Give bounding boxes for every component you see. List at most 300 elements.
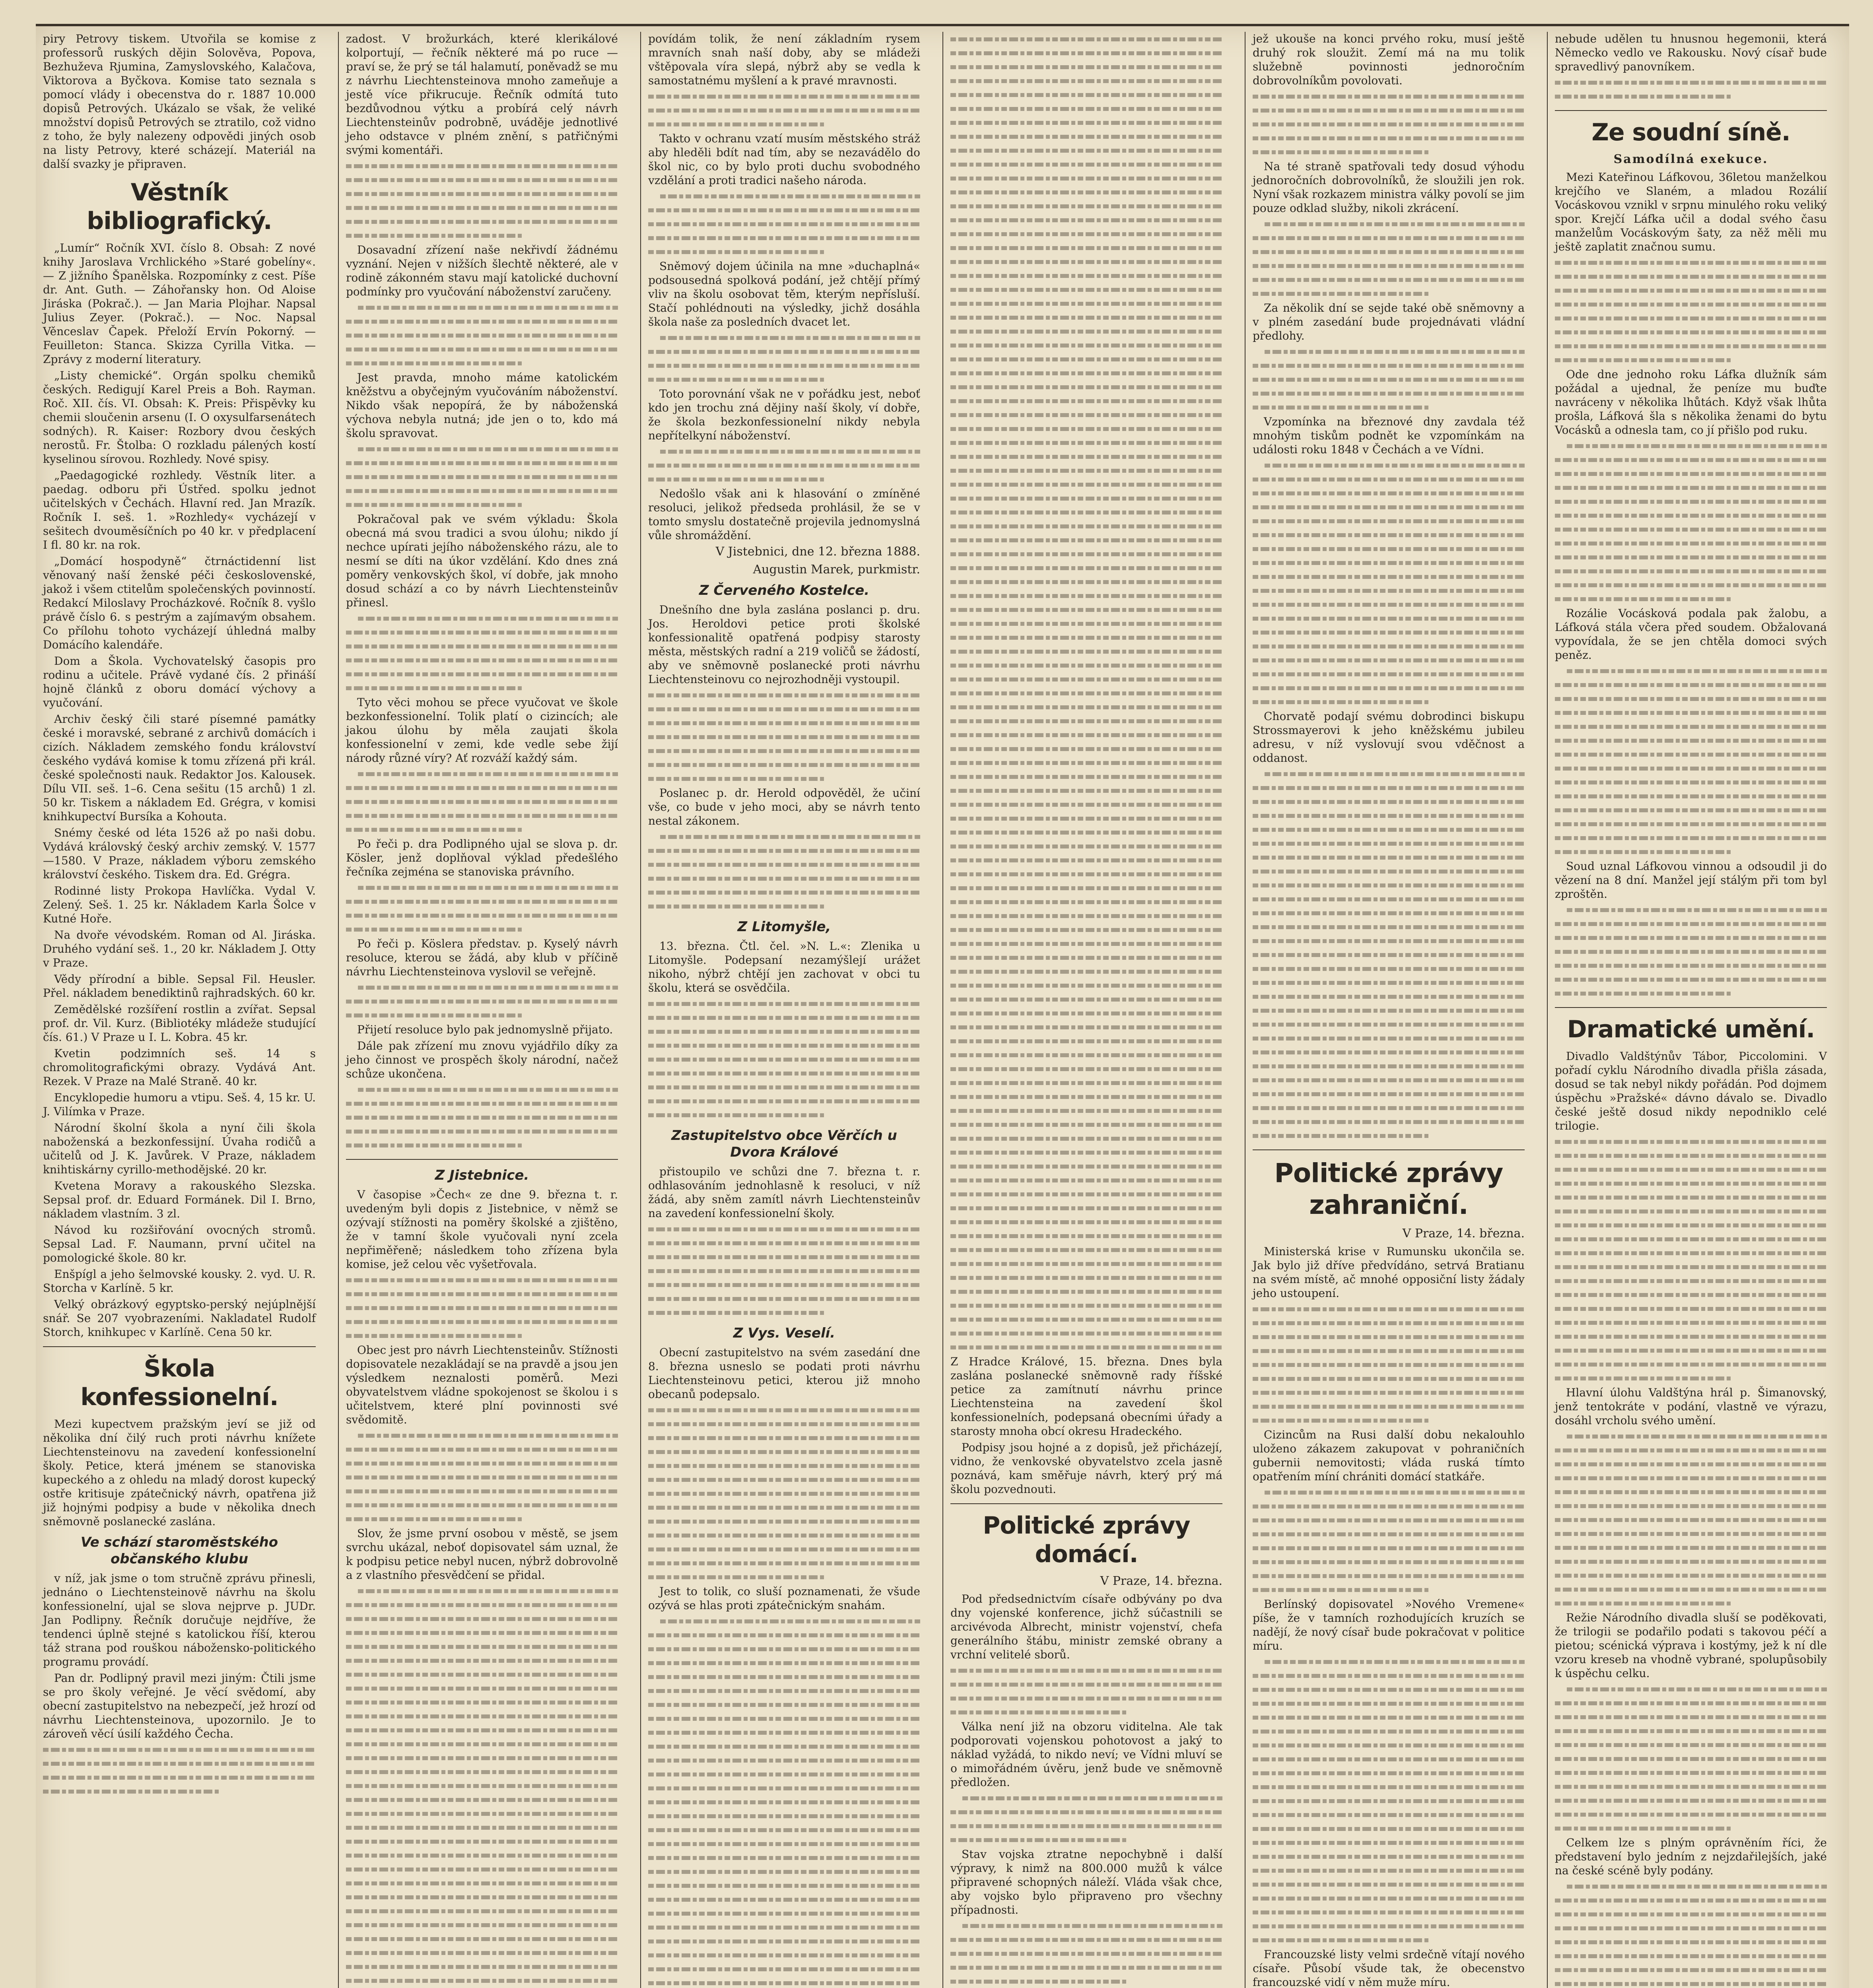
- text-line: [950, 1819, 1222, 1833]
- text-line: [346, 343, 618, 356]
- text-line: [648, 1629, 920, 1642]
- section-heading: Dramatické umění.: [1567, 1015, 1815, 1043]
- text-line: [648, 758, 920, 771]
- article-text: v níž, jak jsme o tom stručně zprávu přinesli, jednáno o Liechtensteinově návrhu na školu konfessionelní, ujal se slova nejprve p. JUDr. Jan Podlipny. Řečník doručuje nejdříve, že tendenci úplně stejné s katolickou říší, kterou táž strana pod rouškou nábožensko-politického programu provádí.: [43, 1572, 316, 1668]
- text-line: [1253, 1087, 1525, 1101]
- text-line: [1253, 1032, 1525, 1045]
- article-text: zadost. V brožurkách, které klerikálové kolportují, — řečník některé má po ruce — praví se, že prý se tál halamutí, poněvadž se mu z návrhu Liechtensteinova mnoho zameňuje a jestě více přikrucuje. Řečník odmítá tuto bezdůvodnou výtku a probírá celý návrh Liechtensteinův podrobně, uváděje jednotlivé jeho odstavce v plném znění, s patřičnými svými komentáři.: [346, 32, 618, 157]
- text-line: [346, 1315, 618, 1328]
- text-line: [950, 1961, 1222, 1974]
- text-line: [648, 830, 920, 843]
- text-line: [346, 1738, 618, 1751]
- text-line: [950, 186, 1222, 199]
- text-line: [1253, 823, 1525, 836]
- text-line: [950, 1202, 1222, 1215]
- text-line: [648, 331, 920, 344]
- top-rule: [36, 24, 1849, 26]
- text-line: [346, 809, 618, 822]
- text-line: [1253, 1753, 1525, 1766]
- divider: [346, 1159, 618, 1160]
- text-line: [346, 995, 618, 1008]
- text-line: [1555, 720, 1827, 733]
- text-line: [1555, 1274, 1827, 1287]
- text-line: [1253, 654, 1525, 667]
- text-line: [1555, 1527, 1827, 1540]
- text-line: [950, 951, 1222, 964]
- text-line: [648, 1893, 920, 1906]
- text-line: [346, 1512, 618, 1526]
- article-heading: Z Vys. Veselí.: [733, 1325, 835, 1341]
- text-line: [1253, 1344, 1525, 1357]
- text-line: [1555, 1344, 1827, 1357]
- text-line: [950, 464, 1222, 477]
- text-line: [950, 909, 1222, 922]
- divider: [1253, 1149, 1525, 1150]
- text-line: [1253, 373, 1525, 386]
- divider: [1555, 110, 1827, 111]
- text-line: [1555, 1444, 1827, 1457]
- article-text: Po řeči p. dra Podlipného ujal se slova p. dr. Kösler, jenž doplňoval výklad předešlého řečníka zejména se stanoviska právního.: [346, 837, 618, 878]
- text-line: [43, 1785, 316, 1798]
- text-line: [648, 1921, 920, 1934]
- text-line: [1555, 1233, 1827, 1246]
- article-text: Poslanec p. dr. Herold odpověděl, že učiní vše, co bude v jeho moci, aby se návrh tento nestal zákonem.: [648, 786, 920, 827]
- article-text: Dosavadní zřízení naše nekřivdí žádnému vyznání. Nejen v nižších šlechtě některé, ale v rodině zákonném stavu mají katolické duchovní podmínky pro vyučování náboženství zaručeny.: [346, 243, 618, 298]
- text-line: [1253, 1528, 1525, 1541]
- text-line: [1555, 776, 1827, 789]
- text-line: [648, 1571, 920, 1584]
- text-line: [346, 229, 618, 242]
- text-line: [346, 1457, 618, 1470]
- text-line: [1253, 1386, 1525, 1399]
- article-text: Celkem lze s plným oprávněním říci, že představení bylo jedním z nejzdařilejších, jaké na české scéně byly podány.: [1555, 1836, 1827, 1877]
- section-heading: Škola konfessionelní.: [80, 1355, 278, 1411]
- text-line: [950, 854, 1222, 867]
- text-line: [950, 575, 1222, 588]
- text-line: [950, 172, 1222, 185]
- text-line: [1555, 917, 1827, 930]
- text-line: [648, 345, 920, 358]
- article-text: „Listy chemické“. Orgán spolku chemiků českých. Redigují Karel Preis a Boh. Rayman. Roč. XII. čís. VI. Obsah: K. Preis: Přispěvky ku chemii sloučenin arsenu (I. O oxysulfarsenátech sodných). R. Kaiser: Rozbory dvou českých nerostů. Fr. Štolba: O rozkladu pálených kostí kyselinou sírovou. Rozhledy. Nové spisy.: [43, 369, 316, 466]
- text-line: [346, 981, 618, 994]
- text-line: [346, 1905, 618, 1918]
- text-line: [346, 1696, 618, 1709]
- article-text: Po řeči p. Köslera představ. p. Kyselý návrh resoluce, kterou se žádá, aby klub v příčině návrhu Liechtensteinova vyslovil se veřejně.: [346, 937, 618, 978]
- text-line: [1253, 1060, 1525, 1073]
- text-line: [648, 1976, 920, 1988]
- text-line: [1253, 1850, 1525, 1863]
- text-line: [1253, 934, 1525, 947]
- section-heading: Politické zprávy zahraniční.: [1274, 1158, 1503, 1220]
- text-line: [950, 394, 1222, 408]
- text-line: [1555, 706, 1827, 719]
- text-line: [1555, 551, 1827, 564]
- text-line: [648, 217, 920, 231]
- text-line: [1253, 146, 1525, 159]
- article-text: Stav vojska ztratne nepochybně i další výpravy, k nimž na 800.000 mužů k válce připravené schopných náleží. Vláda však chce, aby vojsko bylo připraveno pro všechny případnosti.: [950, 1848, 1222, 1916]
- text-line: [1253, 501, 1525, 514]
- text-line: [950, 381, 1222, 394]
- text-line: [1253, 962, 1525, 975]
- text-line: [1555, 1541, 1827, 1554]
- text-line: [1253, 90, 1525, 103]
- article-text: Slov, že jsme první osobou v městě, se jsem svrchu ukázal, neboť dopisovatel sám uznal, že k podpisu petice nebyl nucen, nýbrž dobrovolně a z vlastního přesvědčení se přidal.: [346, 1527, 618, 1582]
- article-text: Francouzské listy velmi srdečně vítají nového císaře. Působí všude tak, že obecenstvo francouzské vidí v něm muže míru.: [1253, 1948, 1525, 1988]
- article-text: Mezi Kateřinou Láfkovou, 36letou manželkou krejčího ve Slaném, a mladou Rozálií Vocáskovou vznikl v srpnu minulého roku veliký spor. Krejčí Láfka učil a dodal svého času manželům Vocáskovým šaty, za něž měli mu ještě zaplatit značnou sumu.: [1555, 171, 1827, 253]
- text-line: [1253, 893, 1525, 906]
- text-line: [648, 1306, 920, 1319]
- text-line: [1253, 1725, 1525, 1738]
- text-line: [950, 826, 1222, 839]
- text-line: [648, 716, 920, 730]
- text-line: [1253, 976, 1525, 989]
- text-line: [648, 373, 920, 386]
- text-line: [950, 1188, 1222, 1201]
- text-line: [1555, 1710, 1827, 1724]
- text-line: [648, 204, 920, 217]
- text-line: [1253, 640, 1525, 653]
- text-line: [1253, 879, 1525, 892]
- text-line: [950, 520, 1222, 533]
- signature: Augustin Marek, purkmistr.: [753, 563, 920, 577]
- text-line: [1555, 1246, 1827, 1260]
- text-line: [950, 756, 1222, 769]
- text-line: [1555, 467, 1827, 480]
- dateline: V Praze, 14. března.: [1100, 1574, 1222, 1588]
- text-line: [648, 1684, 920, 1697]
- text-line: [1253, 626, 1525, 639]
- text-line: [1253, 1555, 1525, 1569]
- text-line: [346, 1329, 618, 1342]
- text-line: [346, 668, 618, 681]
- article-text: povídám tolik, že není základním rysem mravních snah naší doby, aby se mládeži vštěpovala víra slepá, nýbrž aby se vedla k samostatnému myšlení a k pravé mravnosti.: [648, 32, 920, 87]
- text-line: [1555, 1894, 1827, 1907]
- text-line: [950, 60, 1222, 74]
- text-line: [950, 1664, 1222, 1677]
- text-line: [1555, 1302, 1827, 1315]
- text-line: [1253, 1669, 1525, 1682]
- text-line: [648, 1782, 920, 1795]
- text-line: [950, 74, 1222, 87]
- text-line: [346, 1974, 618, 1987]
- text-line: [950, 1104, 1222, 1117]
- text-line: [1555, 845, 1827, 858]
- text-line: [950, 561, 1222, 575]
- text-line: [950, 645, 1222, 658]
- text-line: [950, 116, 1222, 129]
- text-line: [1253, 1780, 1525, 1794]
- text-line: [1253, 1303, 1525, 1316]
- text-line: [648, 1726, 920, 1739]
- text-line: [1253, 837, 1525, 850]
- article-text: Jest pravda, mnoho máme katolickém kněžstvu a obyčejným vyučováním náboženství. Nikdo však nepopírá, že by náboženská výchova nebyla nutná; jde jen o to, kdo má školu spravovat.: [346, 371, 618, 440]
- text-line: [1253, 1739, 1525, 1752]
- article-heading: Z Červeného Kostelce.: [699, 582, 870, 598]
- text-line: [950, 1692, 1222, 1705]
- text-line: [648, 1095, 920, 1108]
- text-line: [648, 1740, 920, 1753]
- text-line: [950, 770, 1222, 783]
- text-line: [1253, 668, 1525, 681]
- text-line: [346, 456, 618, 470]
- article-text: Za několik dní se sejde také obě sněmovny a v plném zasedání bude projednávati vládní předlohy.: [1253, 301, 1525, 342]
- text-line: [648, 1823, 920, 1837]
- article-text: Pan dr. Podlipný pravil mezi jiným: Čtili jsme se pro školy veřejné. Je věcí svědomí, aby obecní zastupitelstvo na nebezpečí, jež hrozí od návrhu Liechtensteinova, upozornilo. Je to zároveň věcí úsilí každého Čecha.: [43, 1672, 316, 1740]
- text-line: [346, 1654, 618, 1667]
- text-line: [950, 408, 1222, 421]
- text-line: [1555, 1936, 1827, 1949]
- article-text: Vědy přírodní a bible. Sepsal Fil. Heusler. Přel. nákladem benediktinů rajhradských. 60 kr.: [43, 973, 316, 1000]
- text-line: [950, 1076, 1222, 1089]
- text-line: [1253, 695, 1525, 709]
- text-line: [648, 744, 920, 757]
- text-line: [648, 1698, 920, 1711]
- section-heading: Politické zprávy domácí.: [983, 1512, 1190, 1568]
- text-line: [346, 1682, 618, 1695]
- text-line: [1253, 1569, 1525, 1582]
- text-line: [346, 795, 618, 808]
- text-line: [346, 923, 618, 936]
- text-line: [648, 900, 920, 913]
- text-line: [1555, 523, 1827, 536]
- article-text: „Lumír“ Ročník XVI. číslo 8. Obsah: Z nové knihy Jaroslava Vrchlického »Staré gobelíny«. — Z jižního Španělska. Rozpomínky z cest. Píše dr. Ant. Guth. — Záhořansky hon. Od Aloise Jiráska (Pokrač.). — Jan Maria Plojhar. Napsal Julius Zeyer. (Pokrač.). — Noc. Napsal Věnceslav Čapek. Přeloží Ervín Pokorný. — Feuilleton: Stanca. Skizza Cyrilla Vitka. — Zprávy z moderní literatury.: [43, 241, 316, 366]
- text-line: [346, 1429, 618, 1442]
- text-line: [1555, 76, 1827, 89]
- text-line: [648, 1025, 920, 1038]
- text-line: [950, 1706, 1222, 1719]
- text-line: [346, 1471, 618, 1484]
- text-line: [950, 840, 1222, 853]
- text-line: [950, 1271, 1222, 1284]
- text-line: [1253, 217, 1525, 231]
- text-line: [648, 1642, 920, 1656]
- text-line: [1253, 1906, 1525, 1919]
- text-line: [648, 1278, 920, 1291]
- dateline: V Praze, 14. března.: [1402, 1227, 1525, 1241]
- text-line: [1253, 1711, 1525, 1724]
- text-line: [1253, 1316, 1525, 1330]
- text-line: [1253, 990, 1525, 1003]
- article-text: Divadlo Valdštýnův Tábor, Piccolomini. V pořadí cyklu Národního divadla přišla zásada, dosud se tak nebyl nikdy pořádán. Pod dojmem úspěchu »Pražské« dávno dávalo se. Divadlo české ještě dosud nikdy nepodniklo celé trilogie.: [1555, 1050, 1827, 1132]
- text-line: [950, 673, 1222, 686]
- text-line: [1253, 273, 1525, 286]
- text-line: [346, 187, 618, 200]
- text-line: [1555, 312, 1827, 325]
- text-line: [950, 965, 1222, 978]
- text-line: [648, 1223, 920, 1236]
- text-line: [1555, 1794, 1827, 1807]
- text-line: [950, 1933, 1222, 1946]
- text-line: [1555, 592, 1827, 606]
- column-3: [640, 32, 927, 1988]
- text-line: [950, 1090, 1222, 1103]
- article-text: Národní školní škola a nyní čili škola naboženská a bezkonfessijní. Úvaha rodičů a učitelů od J. K. Javůrek. V Praze, nákladem knihtiskárny cyrillo-methodějské. 20 kr.: [43, 1121, 316, 1176]
- text-line: [648, 1264, 920, 1277]
- article-text: Kvetin podzimních seš. 14 s chromolitografickými obrazy. Vydává Ant. Rezek. V Praze na Malé Straně. 40 kr.: [43, 1047, 316, 1088]
- text-line: [1555, 1472, 1827, 1485]
- article-text: Nedošlo však ani k hlasování o zmíněné resoluci, jelikož předseda prohlásil, že se v tomto smyslu dostatečně projevila jednomyslná vůle shromáždění.: [648, 487, 920, 542]
- text-line: [950, 1215, 1222, 1229]
- text-line: [648, 104, 920, 117]
- text-line: [346, 1765, 618, 1778]
- text-line: [1555, 353, 1827, 367]
- text-line: [648, 473, 920, 486]
- article-heading: Z Litomyšle,: [737, 919, 831, 935]
- text-line: [1253, 681, 1525, 695]
- text-line: [1555, 817, 1827, 831]
- text-line: [1555, 1330, 1827, 1343]
- text-line: [346, 1274, 618, 1287]
- text-line: [1253, 1101, 1525, 1114]
- text-line: [648, 1459, 920, 1472]
- text-line: [648, 1656, 920, 1670]
- article-text: Mezi kupectvem pražským jeví se již od několika dní čilý ruch proti návrhu knížete Liechtensteinovu na zavedení konfessionelní školy. Petice, která jménem se stanoviska kupeckého a z ohledu na mladý dorost kupecký ostře kritisuje zpátečnický návrh, opatřena již již hojnými podpisy a bude v několika dnech sněmovně poslanecké zaslána.: [43, 1417, 316, 1528]
- text-line: [1555, 1963, 1827, 1976]
- text-line: [1555, 748, 1827, 761]
- text-line: [1253, 118, 1525, 131]
- text-line: [950, 1285, 1222, 1298]
- text-line: [1253, 1878, 1525, 1891]
- text-line: [1253, 851, 1525, 864]
- text-line: [1555, 326, 1827, 339]
- text-line: [346, 1779, 618, 1792]
- text-line: [1253, 1892, 1525, 1905]
- text-line: [1253, 1004, 1525, 1017]
- text-line: [1253, 104, 1525, 117]
- article-text: jež ukouše na konci prvého roku, musí ještě druhý rok sloužit. Zemí má na mu tolik služebně povinnosti jednoročním dobrovolníkům povolovati.: [1253, 32, 1525, 87]
- text-line: [1555, 1908, 1827, 1921]
- text-line: [950, 311, 1222, 324]
- text-line: [346, 823, 618, 836]
- text-line: [950, 1257, 1222, 1270]
- text-line: [346, 895, 618, 908]
- text-line: [950, 1313, 1222, 1326]
- text-line: [346, 654, 618, 667]
- section-heading: Ze soudní síně.: [1591, 118, 1790, 146]
- article-text: Pokračoval pak ve svém výkladu: Škola obecná má svou tradici a svou úlohu; nikdo jí nechce upírati jejího náboženského rázu, ale to nesmí se díti na úkor vzdělání. Kdo dnes zná poměry venkovských škol, ví dobře, jak mnoho dosud schází a co by návrh Liechtensteinův přinesl.: [346, 513, 618, 609]
- article-text: Přijetí resoluce bylo pak jednomyslně přijato.: [357, 1023, 613, 1036]
- column-5: [1245, 32, 1532, 1988]
- text-line: [1555, 256, 1827, 269]
- text-line: [1555, 1316, 1827, 1329]
- text-line: [1555, 1358, 1827, 1371]
- text-line: [1555, 664, 1827, 678]
- text-line: [950, 130, 1222, 143]
- article-heading: Z Jistebnice.: [435, 1167, 529, 1183]
- text-line: [1555, 1513, 1827, 1526]
- text-line: [43, 1757, 316, 1770]
- text-line: [950, 1035, 1222, 1048]
- text-line: [346, 626, 618, 639]
- text-line: [1555, 790, 1827, 803]
- article-text: Cizincům na Rusi další dobu nekalouhlo uloženo zákazem zakupovat v pohraničních gubernii nemovitosti; vláda ruská tímto opatřením míní chrániti domácí statkáře.: [1253, 1428, 1525, 1483]
- text-line: [1555, 945, 1827, 958]
- text-line: [346, 1918, 618, 1932]
- text-line: [1555, 1149, 1827, 1162]
- text-line: [1253, 132, 1525, 145]
- text-line: [950, 1919, 1222, 1932]
- text-line: [1555, 1163, 1827, 1176]
- text-line: [346, 1584, 618, 1598]
- text-line: [950, 617, 1222, 630]
- text-line: [1253, 1683, 1525, 1696]
- text-line: [1253, 556, 1525, 569]
- text-line: [1253, 767, 1525, 780]
- article-text: piry Petrovy tiskem. Utvořila se komise z professorů ruských dějin Solověva, Popova, Bezhuževa Rjumina, Zamyslovského, Kalačova, Viktorova a Byčkova. Komise tato seznala s pomocí vlády i obecenstva do r. 1887 10.000 dopisů Petrových. Ukázalo se však, že veliké množství dopisů Petrových se ztratilo, což vidno z toho, že byly nalezeny odpovědi jiných osob na listy Petrovy, které scházejí. Materiál na další svazky je připraven.: [43, 32, 316, 171]
- text-line: [648, 1404, 920, 1417]
- text-line: [648, 1237, 920, 1250]
- text-line: [1253, 1767, 1525, 1780]
- text-line: [950, 227, 1222, 241]
- text-line: [648, 1796, 920, 1809]
- text-line: [346, 1083, 618, 1096]
- newspaper-page: [36, 24, 1849, 1988]
- text-line: [1555, 453, 1827, 466]
- text-line: [648, 359, 920, 372]
- text-line: [1253, 387, 1525, 400]
- text-line: [1555, 1485, 1827, 1499]
- text-line: [346, 329, 618, 342]
- text-line: [1253, 809, 1525, 822]
- text-line: [648, 1292, 920, 1305]
- text-line: [950, 241, 1222, 254]
- text-line: [648, 1081, 920, 1094]
- text-line: [1555, 495, 1827, 508]
- text-line: [346, 1009, 618, 1022]
- text-line: [1555, 1583, 1827, 1596]
- text-line: [346, 767, 618, 780]
- text-line: [1555, 1766, 1827, 1779]
- text-line: [346, 498, 618, 511]
- text-line: [1253, 259, 1525, 272]
- text-line: [950, 895, 1222, 909]
- text-line: [648, 1543, 920, 1556]
- text-line: [950, 687, 1222, 700]
- text-line: [1253, 487, 1525, 500]
- text-line: [1253, 1808, 1525, 1821]
- text-line: [1253, 570, 1525, 583]
- text-line: [346, 1139, 618, 1152]
- text-line: [950, 659, 1222, 672]
- text-line: [950, 589, 1222, 602]
- article-text: „Domácí hospodyně“ čtrnáctidenní list věnovaný naší ženské péči československé, jakož i všem ctitelům společenských povinností. Redakcí Miloslavy Procházkové. Ročník 8. vyšlo právě číslo 6. s pestrým a zajímavým obsahem. Co přílohu tohoto vycházejí úhledná malby Domácího kalendáře.: [43, 555, 316, 651]
- text-line: [1253, 1920, 1525, 1933]
- text-line: [950, 784, 1222, 797]
- text-line: [950, 1229, 1222, 1242]
- text-line: [346, 470, 618, 483]
- text-line: [950, 47, 1222, 60]
- text-line: [346, 1751, 618, 1765]
- text-line: [950, 728, 1222, 742]
- text-line: [648, 1935, 920, 1948]
- text-line: [648, 190, 920, 203]
- text-line: [346, 1960, 618, 1973]
- text-line: [1253, 1486, 1525, 1499]
- text-line: [648, 459, 920, 472]
- text-line: [1555, 1458, 1827, 1471]
- text-line: [648, 1473, 920, 1486]
- text-line: [648, 1907, 920, 1920]
- article-text: Dále pak zřízení mu znovu vyjádřilo díky za jeho činnost ve prospěch školy národní, načež schůze ukončena.: [346, 1039, 618, 1080]
- text-line: [950, 812, 1222, 825]
- text-line: [346, 1301, 618, 1314]
- text-line: [1555, 1569, 1827, 1582]
- text-line: [950, 200, 1222, 213]
- text-line: [648, 1011, 920, 1024]
- text-line: [346, 781, 618, 794]
- text-line: [950, 325, 1222, 338]
- text-line: [1253, 1074, 1525, 1087]
